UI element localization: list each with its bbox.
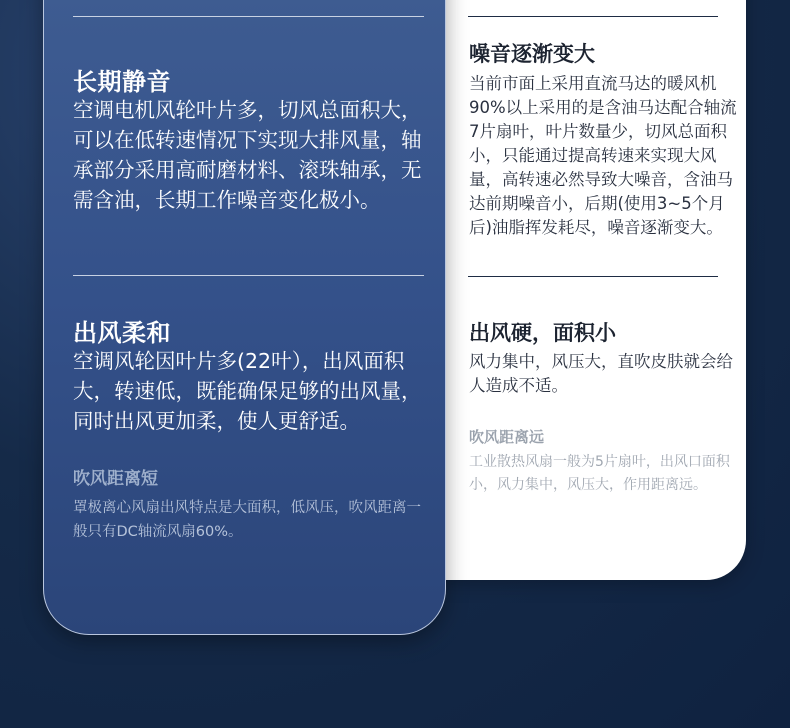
right-section2-subbody: 工业散热风扇一般为5片扇叶，出风口面积小，风力集中，风压大，作用距离远。: [469, 454, 730, 493]
divider-top-right: [468, 16, 718, 17]
left-section1-body: 空调电机风轮叶片多，切风总面积大，可以在低转速情况下实现大排风量，轴承部分采用高耐磨材料、滚珠轴承，无需含油，长期工作噪音变化极小。: [73, 98, 422, 212]
left-section2-subbody: 罩极离心风扇出风特点是大面积，低风压，吹风距离一般只有DC轴流风扇60%。: [73, 500, 421, 540]
divider-mid-right: [468, 276, 718, 277]
left-section2-subtitle: 吹风距离短: [73, 469, 158, 489]
left-section2-body: 空调风轮因叶片多(22叶），出风面积大，转速低，既能确保足够的出风量，同时出风更加柔，使人更舒适。: [73, 349, 422, 433]
right-section1-body: 当前市面上采用直流马达的暖风机90%以上采用的是含油马达配合轴流7片扇叶，叶片数量少，切风总面积小，只能通过提高转速来实现大风量，高转速必然导致大噪音，含油马达前期噪音小，后期(使用3~5个月后)油脂挥发耗尽，噪音逐渐变大。: [469, 74, 737, 237]
left-section1-title: 长期静音: [73, 68, 171, 96]
divider-top-left: [73, 16, 424, 17]
right-section1-title: 噪音逐渐变大: [469, 42, 595, 66]
right-section2-subtitle: 吹风距离远: [469, 428, 545, 446]
right-section2-title: 出风硬，面积小: [469, 321, 616, 345]
divider-mid-left: [73, 275, 424, 276]
left-section2-title: 出风柔和: [73, 319, 171, 347]
right-section2-body: 风力集中，风压大，直吹皮肤就会给人造成不适。: [469, 352, 733, 395]
